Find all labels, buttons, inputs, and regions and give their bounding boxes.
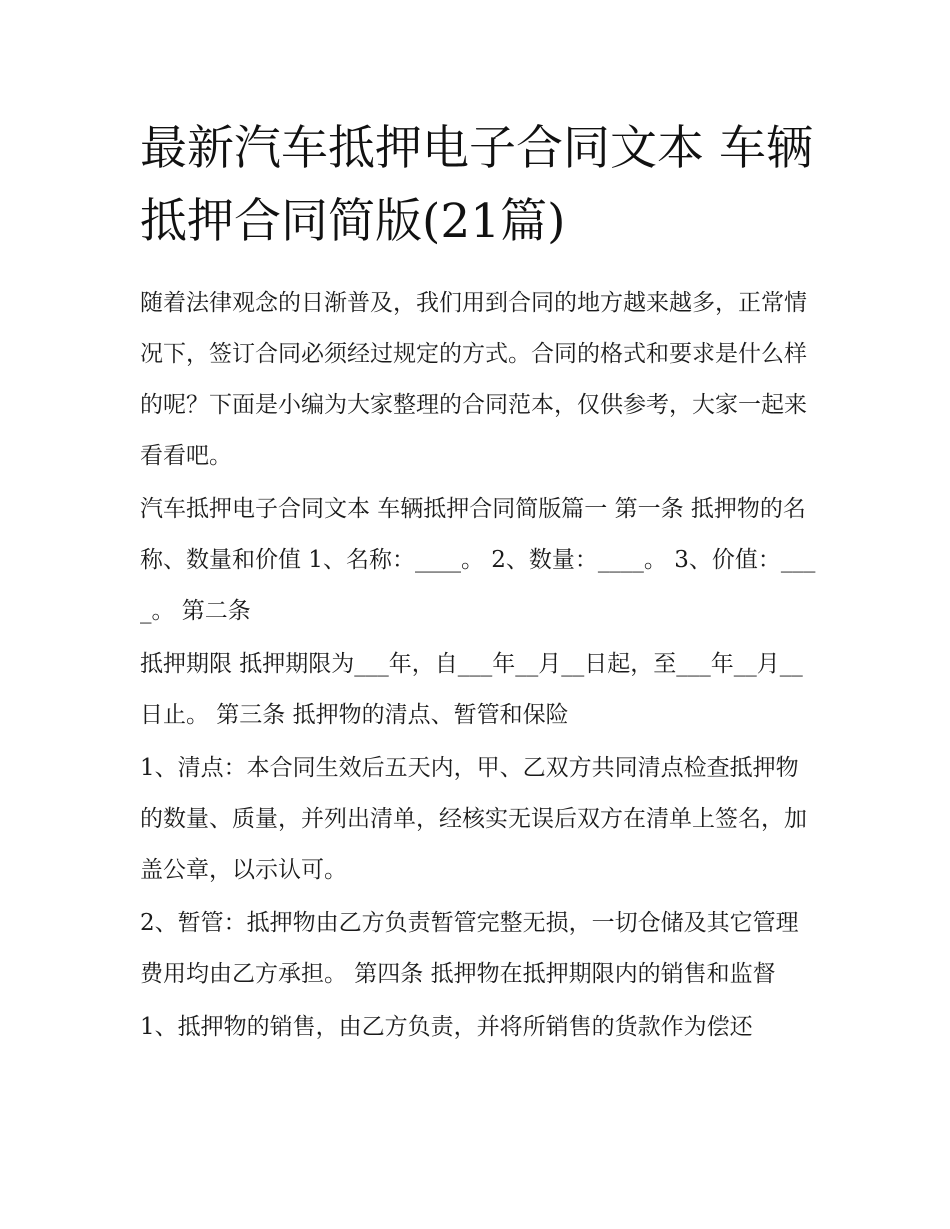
document-title: 最新汽车抵押电子合同文本 车辆抵押合同简版(21篇)	[140, 121, 813, 249]
paragraph-article-2: 抵押期限 抵押期限为___年，自___年__月__日起，至___年__月__日止。 第三条 抵押物的清点、暂管和保险	[140, 651, 803, 728]
document-body	[140, 278, 820, 1055]
paragraph-intro: 随着法律观念的日渐普及，我们用到合同的地方越来越多，正常情况下，签订合同必须经过规定的方式。合同的格式和要求是什么样的呢？下面是小编为大家整理的合同范本，仅供参考，大家一起来看看吧。	[140, 290, 807, 469]
paragraph-article-1: 汽车抵押电子合同文本 车辆抵押合同简版篇一 第一条 抵押物的名称、数量和价值 1、名称：____。 2、数量：____。 3、价值：____。 第二条	[140, 496, 816, 624]
paragraph-custody: 2、暂管：抵押物由乙方负责暂管完整无损，一切仓储及其它管理费用均由乙方承担。 第四条 抵押物在抵押期限内的销售和监督	[140, 910, 799, 987]
paragraph-sales: 1、抵押物的销售，由乙方负责，并将所销售的货款作为偿还	[140, 1014, 753, 1040]
paragraph-inventory: 1、清点：本合同生效后五天内，甲、乙双方共同清点检查抵押物的数量、质量，并列出清单，经核实无误后双方在清单上签名，加盖公章，以示认可。	[140, 755, 807, 883]
